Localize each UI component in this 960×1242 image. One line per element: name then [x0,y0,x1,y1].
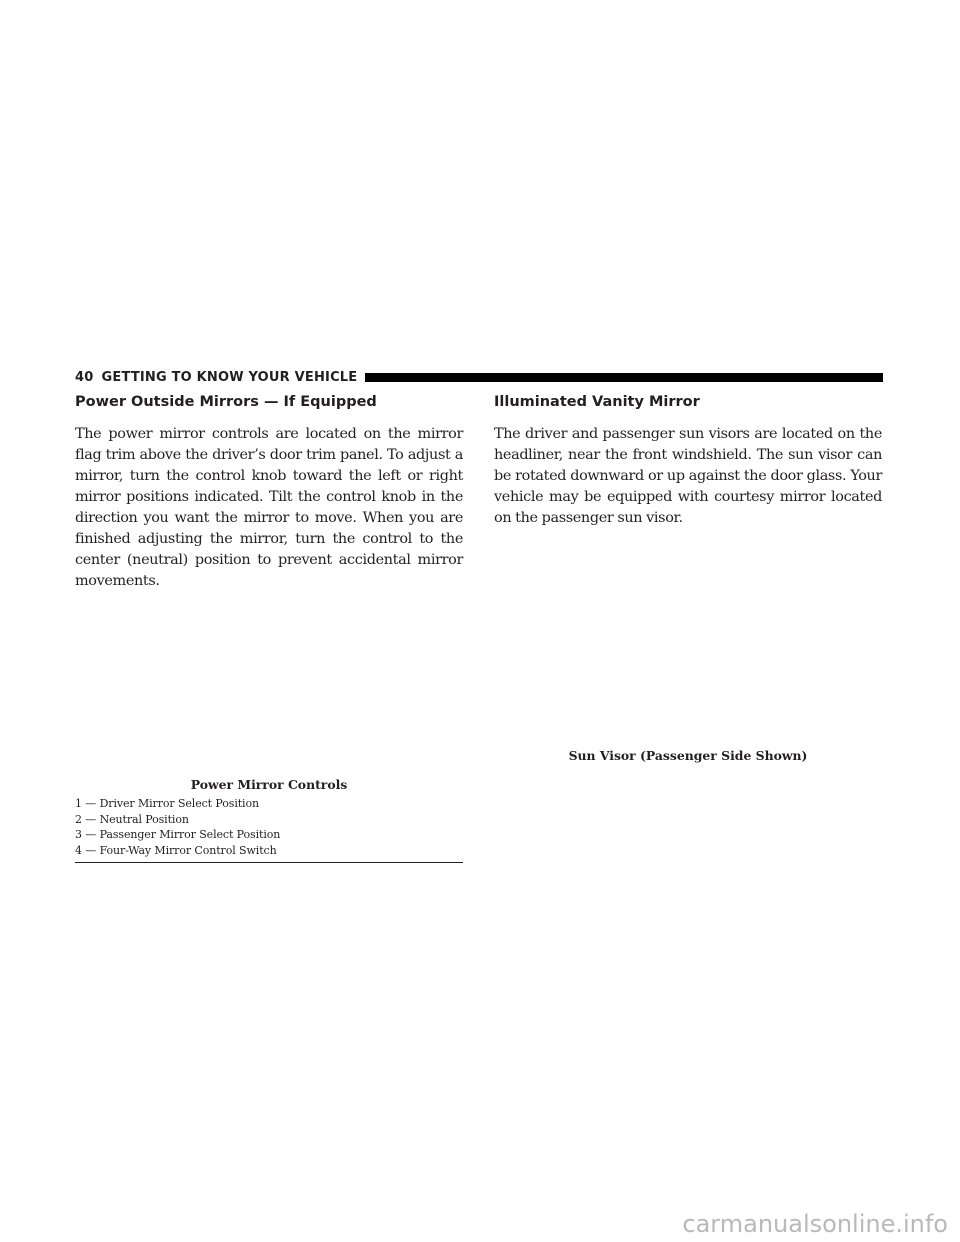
page-number: 40 [75,369,94,385]
legend-item: 2 — Neutral Position [75,812,189,826]
legend-item: 3 — Passenger Mirror Select Position [75,828,281,841]
legend-item: 1 — Driver Mirror Select Position [75,797,259,810]
header-rule [365,373,883,382]
vanity-mirror-paragraph: The driver and passenger sun visors are located on the headliner, near the front windshield. The sun visor can be rotated downward or up against the door glass. Your vehicle may be equipped with courtesy mirror located on the passenger sun visor. [494,426,882,526]
power-mirror-controls-caption: Power Mirror Controls [190,777,348,792]
right-column [494,393,882,529]
power-mirrors-heading: Power Outside Mirrors — If Equipped [75,394,377,410]
vanity-mirror-heading: Illuminated Vanity Mirror [494,394,700,410]
page-header [75,369,883,385]
watermark: carmanualsonline.info [682,1210,948,1238]
sun-visor-caption: Sun Visor (Passenger Side Shown) [568,748,808,763]
chapter-title: GETTING TO KNOW YOUR VEHICLE [101,369,358,385]
legend-item: 4 — Four-Way Mirror Control Switch [75,843,277,857]
power-mirrors-paragraph: The power mirror controls are located on the mirror flag trim above the driver’s door trim panel. To adjust a mirror, turn the control knob toward the left or right mirror positions indicated. Tilt the control knob in the direction you want the mirror to move. When you are finished adjusting the mirror, turn the control to the center (neutral) position to prevent accidental mirror movements. [75,426,463,589]
figure-legend [75,796,463,863]
power-mirror-controls-figure [75,560,463,770]
sun-visor-figure [494,540,882,740]
